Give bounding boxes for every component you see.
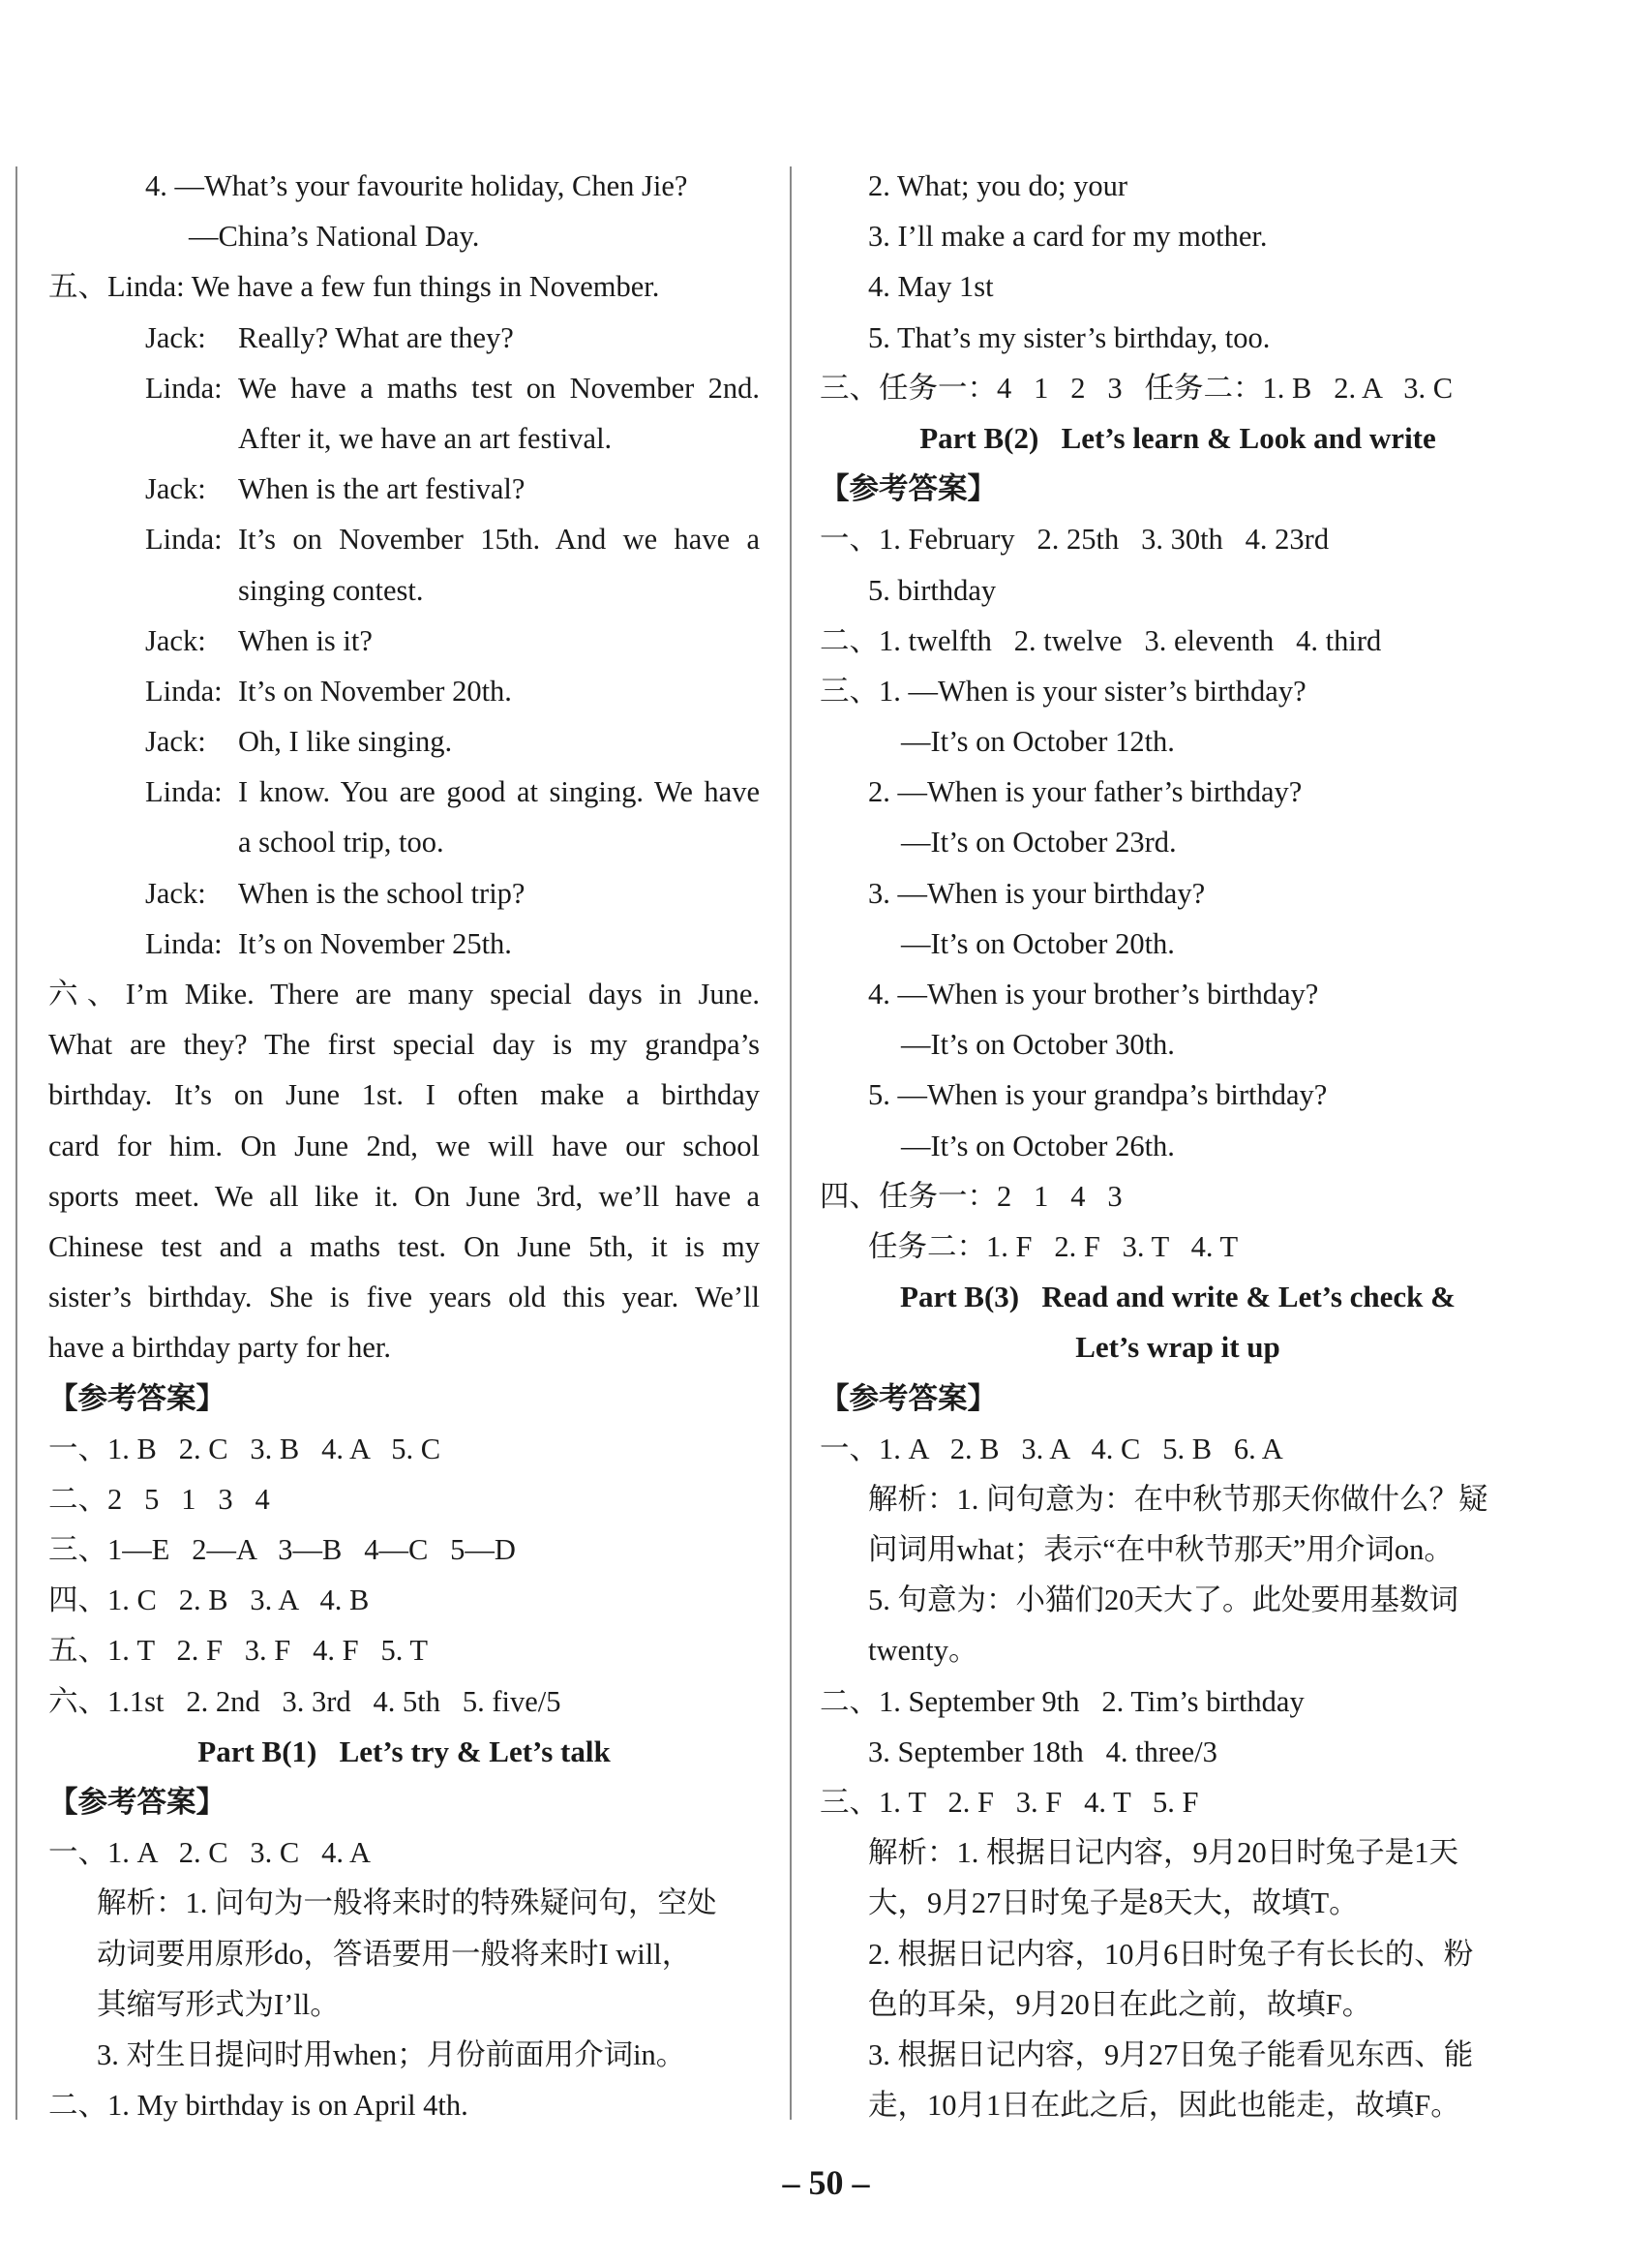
- passage-line: birthday. It’s on June 1st. I often make a birthday: [48, 1078, 760, 1112]
- utterance: When is it?: [238, 623, 373, 657]
- explanation-line: 其缩写形式为I’ll。: [97, 1987, 340, 2021]
- dialogue-line: [48, 716, 760, 767]
- passage-line: Chinese test and a maths test. On June 5th, it is my: [48, 1229, 760, 1263]
- answer-line: 三、1. T 2. F 3. F 4. T 5. F: [820, 1786, 1199, 1819]
- answer-line: 二、1. twelfth 2. twelve 3. eleventh 4. third: [820, 623, 1382, 657]
- dialogue-continuation: After it, we have an art festival.: [238, 421, 613, 455]
- answer-line: 3. —When is your birthday?: [868, 876, 1206, 910]
- utterance: We have a maths test on November 2nd.: [238, 371, 760, 405]
- speaker: Linda:: [145, 775, 223, 809]
- answer-line: 二、1. September 9th 2. Tim’s birthday: [820, 1684, 1305, 1718]
- dialogue-line: [48, 666, 760, 716]
- passage-line: What are they? The first special day is my grandpa’s: [48, 1028, 760, 1062]
- utterance: It’s on November 15th. And we have a: [238, 523, 760, 557]
- dialogue-continuation: a school trip, too.: [238, 826, 444, 860]
- speaker: Jack:: [145, 320, 206, 354]
- speaker: Linda:: [145, 926, 223, 960]
- speaker: Linda:: [145, 523, 223, 557]
- utterance: It’s on November 20th.: [238, 674, 512, 708]
- utterance: Oh, I like singing.: [238, 725, 453, 759]
- answer-line: 4. —When is your brother’s birthday?: [868, 978, 1319, 1010]
- answer-line: 4. —What’s your favourite holiday, Chen Jie?: [145, 169, 688, 202]
- dialogue-line: [48, 464, 760, 514]
- utterance: I know. You are good at singing. We have: [238, 775, 760, 809]
- answer-line: 一、1. February 2. 25th 3. 30th 4. 23rd: [820, 523, 1330, 557]
- section-heading: Part B(2) Let’s learn & Look and write: [919, 420, 1436, 455]
- explanation-line: 3. 根据日记内容，9月27日兔子能看见东西、能: [868, 2037, 1474, 2071]
- reference-answer-heading: 【参考答案】: [820, 1381, 997, 1415]
- column-divider: [790, 166, 792, 2120]
- passage-line: card for him. On June 2nd, we will have our school: [48, 1129, 760, 1162]
- answer-line: —It’s on October 30th.: [901, 1028, 1175, 1062]
- dialogue-line: [48, 313, 760, 363]
- section-five-intro: 五、Linda: We have a few fun things in November.: [48, 270, 660, 304]
- utterance: When is the school trip?: [238, 876, 526, 910]
- explanation-line: 色的耳朵，9月20日在此之前，故填F。: [868, 1987, 1372, 2021]
- answer-line: 六、1.1st 2. 2nd 3. 3rd 4. 5th 5. five/5: [48, 1684, 561, 1718]
- speaker: Linda:: [145, 371, 223, 405]
- explanation-line: 2. 根据日记内容，10月6日时兔子有长长的、粉: [868, 1937, 1474, 1971]
- answer-line: 任务二：1. F 2. F 3. T 4. T: [868, 1229, 1239, 1263]
- answer-line: 三、1—E 2—A 3—B 4—C 5—D: [48, 1533, 516, 1567]
- utterance: It’s on November 25th.: [238, 926, 512, 960]
- answer-line: 5. That’s my sister’s birthday, too.: [868, 320, 1271, 354]
- explanation-line: 大，9月27日时兔子是8天大，故填T。: [868, 1886, 1359, 1920]
- explanation-line: twenty。: [868, 1634, 978, 1668]
- dialogue-line: [48, 767, 760, 817]
- answer-line: 一、1. A 2. B 3. A 4. C 5. B 6. A: [820, 1432, 1283, 1465]
- section-heading: Let’s wrap it up: [1075, 1330, 1280, 1365]
- dialogue-continuation: singing contest.: [238, 573, 424, 607]
- answer-line: 二、1. My birthday is on April 4th.: [48, 2089, 468, 2123]
- explanation-line: 解析：1. 根据日记内容，9月20日时兔子是1天: [868, 1836, 1458, 1870]
- dialogue-line: [48, 919, 760, 969]
- answer-line: 一、1. A 2. C 3. C 4. A: [48, 1836, 371, 1870]
- reference-answer-heading: 【参考答案】: [820, 472, 997, 506]
- page-number: – 50 –: [782, 2163, 870, 2202]
- utterance: When is the art festival?: [238, 472, 526, 506]
- explanation-line: 问词用what；表示“在中秋节那天”用介词on。: [868, 1533, 1454, 1567]
- answer-line: 2. What; you do; your: [868, 169, 1127, 202]
- speaker: Jack:: [145, 623, 206, 657]
- left-margin-line: [15, 166, 17, 2120]
- answer-line: 二、2 5 1 3 4: [48, 1482, 270, 1516]
- passage-line: 六、I’m Mike. There are many special days in June.: [48, 978, 760, 1010]
- answer-line: —China’s National Day.: [189, 220, 480, 254]
- explanation-line: 走，10月1日在此之后，因此也能走，故填F。: [868, 2089, 1460, 2123]
- answer-line: 三、任务一：4 1 2 3 任务二：1. B 2. A 3. C: [820, 371, 1454, 405]
- dialogue-line: [48, 514, 760, 564]
- answer-line: 2. —When is your father’s birthday?: [868, 775, 1303, 809]
- utterance: Really? What are they?: [238, 320, 514, 354]
- section-heading: Part B(1) Let’s try & Let’s talk: [197, 1734, 611, 1768]
- answer-line: 三、1. —When is your sister’s birthday?: [820, 674, 1307, 708]
- passage-line: sports meet. We all like it. On June 3rd, we’ll have a: [48, 1179, 760, 1213]
- reference-answer-heading: 【参考答案】: [48, 1381, 225, 1415]
- answer-line: —It’s on October 20th.: [901, 926, 1175, 960]
- speaker: Jack:: [145, 876, 206, 910]
- answer-line: 5. —When is your grandpa’s birthday?: [868, 1078, 1328, 1112]
- answer-line: —It’s on October 12th.: [901, 725, 1175, 759]
- explanation-line: 解析：1. 问句为一般将来时的特殊疑问句，空处: [97, 1886, 717, 1920]
- answer-line: 5. birthday: [868, 573, 997, 607]
- explanation-line: 3. 对生日提问时用when；月份前面用介词in。: [97, 2037, 686, 2071]
- dialogue-line: [48, 363, 760, 413]
- answer-line: 五、1. T 2. F 3. F 4. F 5. T: [48, 1634, 429, 1668]
- answer-line: —It’s on October 23rd.: [901, 826, 1177, 860]
- left-column: [48, 161, 760, 2130]
- passage-line: sister’s birthday. She is five years old this year. We’ll: [48, 1281, 760, 1314]
- answer-line: 3. September 18th 4. three/3: [868, 1734, 1217, 1768]
- passage-line: have a birthday party for her.: [48, 1331, 391, 1365]
- answer-line: 4. May 1st: [868, 270, 994, 304]
- dialogue-line: [48, 616, 760, 666]
- reference-answer-heading: 【参考答案】: [48, 1786, 225, 1819]
- explanation-line: 5. 句意为：小猫们20天大了。此处要用基数词: [868, 1583, 1458, 1617]
- answer-line: 四、1. C 2. B 3. A 4. B: [48, 1583, 370, 1617]
- explanation-line: 解析：1. 问句意为：在中秋节那天你做什么？疑: [868, 1482, 1488, 1516]
- dialogue-line: [48, 868, 760, 919]
- answer-line: —It’s on October 26th.: [901, 1129, 1175, 1162]
- speaker: Jack:: [145, 472, 206, 506]
- answer-line: 3. I’ll make a card for my mother.: [868, 220, 1268, 254]
- answer-line: 一、1. B 2. C 3. B 4. A 5. C: [48, 1432, 441, 1465]
- right-column: [820, 161, 1536, 2130]
- section-heading: Part B(3) Read and write & Let’s check &: [900, 1280, 1456, 1314]
- speaker: Jack:: [145, 725, 206, 759]
- explanation-line: 动词要用原形do，答语要用一般将来时I will，: [97, 1937, 692, 1971]
- speaker: Linda:: [145, 674, 223, 708]
- answer-line: 四、任务一：2 1 4 3: [820, 1179, 1123, 1213]
